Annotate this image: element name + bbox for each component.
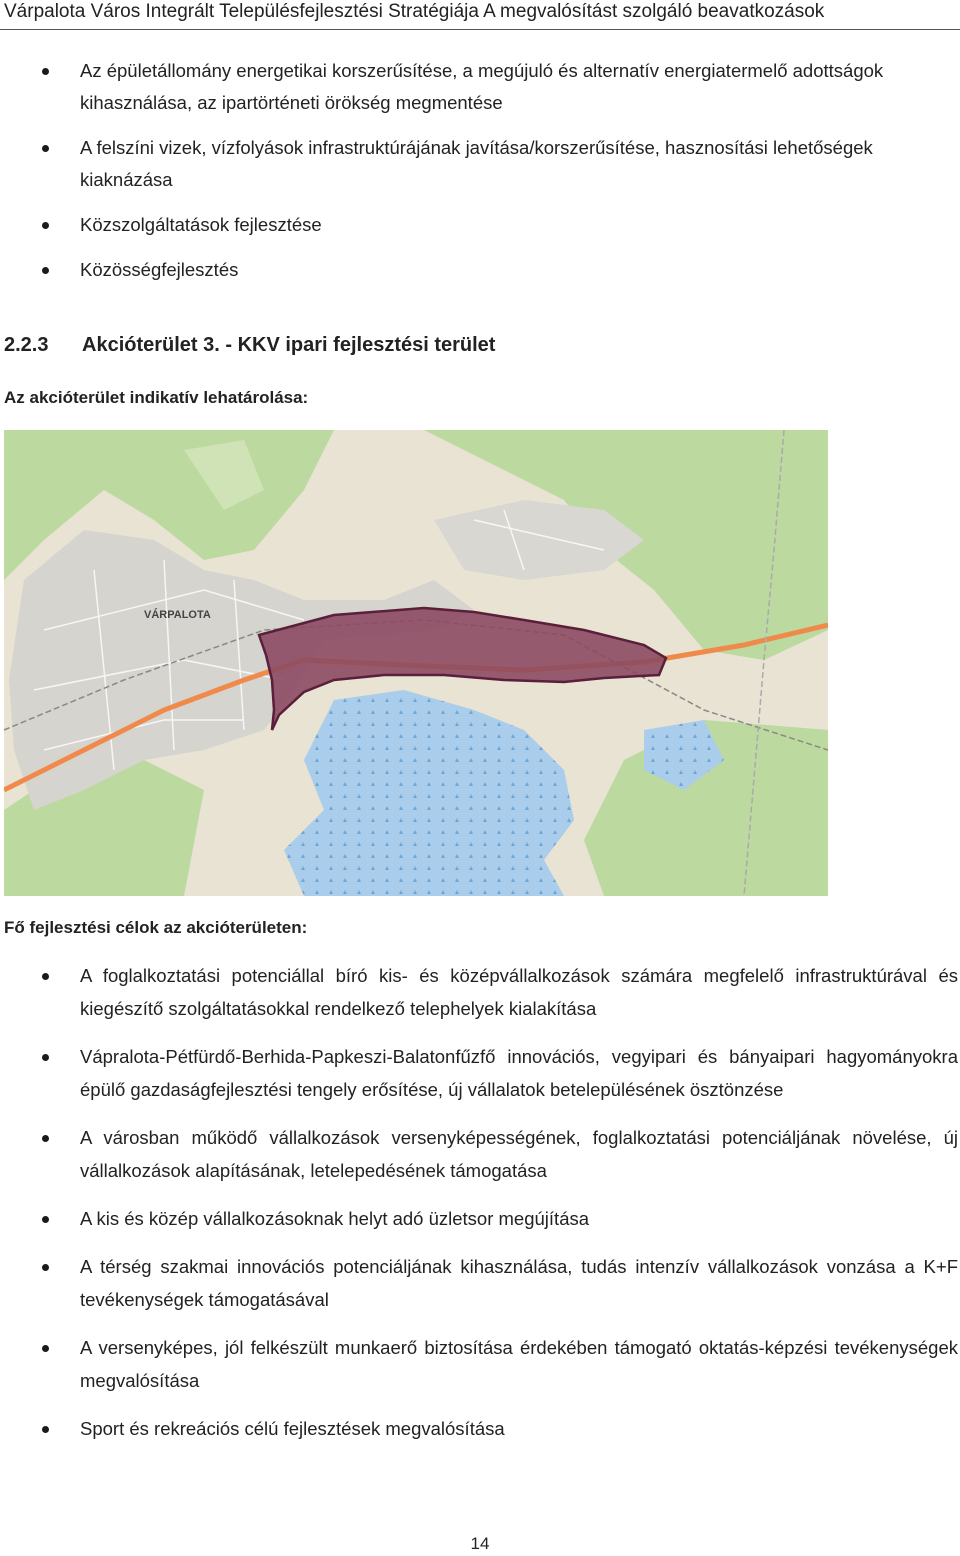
list-item: A városban működő vállalkozások versenyképességének, foglalkoztatási potenciáljának növelése, új vállalkozások alapításának, letelepedésének támogatása xyxy=(0,1121,958,1187)
section-number: 2.2.3 xyxy=(4,334,49,356)
list-item: Közösségfejlesztés xyxy=(0,254,900,286)
page-number: 14 xyxy=(470,1534,490,1553)
town-label: VÁRPALOTA xyxy=(144,609,211,621)
goals-bullet-list xyxy=(0,959,958,1460)
list-item: Sport és rekreációs célú fejlesztések megvalósítása xyxy=(0,1412,958,1445)
list-item: Az épületállomány energetikai korszerűsítése, a megújuló és alternatív energiatermelő adottságok kihasználása, az ipartörténeti örökség megmentése xyxy=(0,55,900,119)
section-title: Akcióterület 3. - KKV ipari fejlesztési terület xyxy=(82,334,496,356)
list-item: A térség szakmai innovációs potenciáljának kihasználása, tudás intenzív vállalkozások vonzása a K+F tevékenységek támogatásával xyxy=(0,1250,958,1316)
list-item: Közszolgáltatások fejlesztése xyxy=(0,209,900,241)
action-area-map xyxy=(4,430,828,896)
section-heading xyxy=(4,334,495,357)
list-item: A foglalkoztatási potenciállal bíró kis- és középvállalkozások számára megfelelő infrastruktúrával és kiegészítő szolgáltatásokkal rendelkező telephelyek kialakítása xyxy=(0,959,958,1025)
list-item: A felszíni vizek, vízfolyások infrastruktúrájának javítása/korszerűsítése, hasznosítási lehetőségek kiaknázása xyxy=(0,132,900,196)
intro-bullet-list xyxy=(0,55,900,299)
goals-heading: Fő fejlesztési célok az akcióterületen: xyxy=(4,918,308,937)
map-heading: Az akcióterület indikatív lehatárolása: xyxy=(4,388,309,407)
list-item: A kis és közép vállalkozásoknak helyt adó üzletsor megújítása xyxy=(0,1202,958,1235)
page-header: Várpalota Város Integrált Településfejlesztési Stratégiája A megvalósítást szolgáló beavatkozások xyxy=(0,0,960,30)
list-item: Vápralota-Pétfürdő-Berhida-Papkeszi-Balatonfűzfő innovációs, vegyipari és bányaipari hagyományokra épülő gazdaságfejlesztési tengely erősítése, új vállalatok betelepülésének ösztönzése xyxy=(0,1040,958,1106)
list-item: A versenyképes, jól felkészült munkaerő biztosítása érdekében támogató oktatás-képzési tevékenységek megvalósítása xyxy=(0,1331,958,1397)
